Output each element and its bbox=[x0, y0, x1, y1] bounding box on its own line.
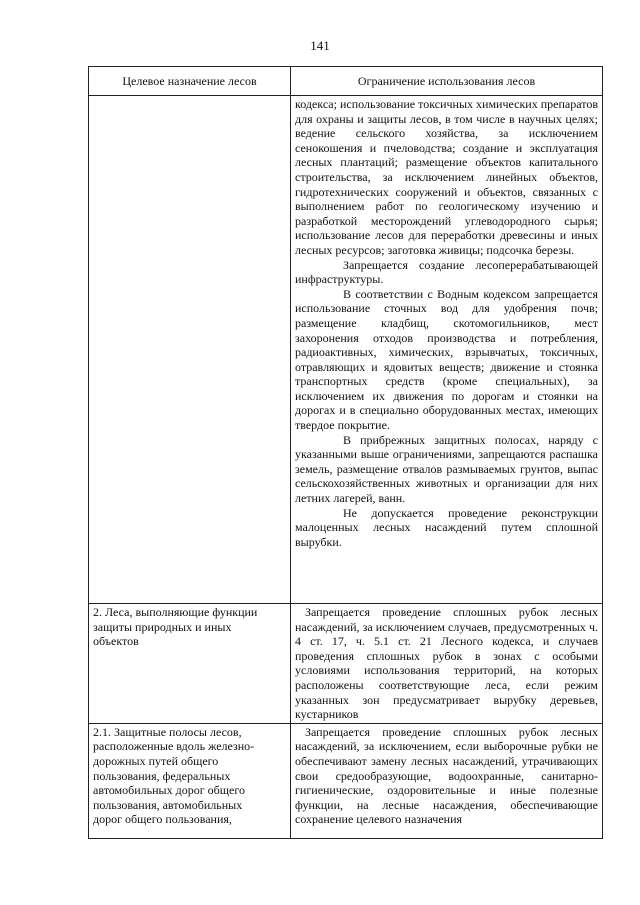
paragraph: Не допускается проведение реконструкции малоценных лесных насаждений путем сплошной вырубки. bbox=[295, 505, 598, 549]
header-forest-purpose: Целевое назначение лесов bbox=[89, 67, 291, 96]
row2-restriction-cell bbox=[291, 604, 603, 724]
header-usage-restriction: Ограничение использования лесов bbox=[291, 67, 603, 96]
table-row bbox=[89, 96, 603, 604]
purpose-line: пользования, федеральных bbox=[93, 768, 231, 783]
purpose-line: расположенные вдоль железно- bbox=[93, 739, 255, 754]
purpose-line: защиты природных и иных bbox=[93, 619, 232, 634]
purpose-line: 2.1. Защитные полосы лесов, bbox=[93, 724, 242, 739]
purpose-line: 2. Леса, выполняющие функции bbox=[93, 605, 258, 619]
purpose-line: пользования, автомобильных bbox=[93, 797, 243, 812]
row3-restriction-cell bbox=[291, 723, 603, 838]
purpose-line: автомобильных дорог общего bbox=[93, 783, 245, 798]
paragraph: В соответствии с Водным кодексом запрещается использование сточных вод для удобрения почв; размещение кладбищ, скотомогильников, мест захоронения отходов производства и потребления, радиоактивных, химических, взрывчатых, токсичных, отравляющих и ядовитых веществ; движение и стоянка транспортных средств (кроме специальных), за исключением их движения по дорогам и стоянки на дорогах и в специально оборудованных местах, имеющих твердое покрытие. bbox=[295, 286, 598, 433]
table-row bbox=[89, 723, 603, 838]
row2-purpose-cell bbox=[89, 604, 291, 724]
paragraph: В прибрежных защитных полосах, наряду с указанными выше ограничениями, запрещаются распашка земель, размещение отвалов размываемых грунтов, выпас сельскохозяйственных животных и организации для них летних лагерей, ванн. bbox=[295, 432, 598, 506]
page-number: 141 bbox=[310, 38, 330, 53]
forest-restrictions-table bbox=[88, 66, 603, 839]
purpose-line: дорог общего пользования, bbox=[93, 812, 232, 827]
paragraph: кодекса; использование токсичных химических препаратов для охраны и защиты лесов, в том числе в научных целях; ведение сельского хозяйства, за исключением сенокошения и пчеловодства; создание и эксплуатация лесных плантаций; размещение объектов капитального строительства, за исключением линейных объектов, гидротехнических сооружений и объектов, связанных с выполнением работ по геологическому изучению и разработкой месторождений углеводородного сырья; использование лесов для переработки древесины и иных лесных ресурсов; заготовка живицы; подсочка березы. bbox=[295, 97, 598, 257]
purpose-line: объектов bbox=[93, 634, 139, 649]
paragraph: Запрещается создание лесоперерабатывающей инфраструктуры. bbox=[295, 257, 598, 287]
row1-purpose-cell bbox=[89, 96, 291, 604]
purpose-line: дорожных путей общего bbox=[93, 753, 219, 768]
table-header-row bbox=[89, 67, 603, 96]
row1-restriction-cell bbox=[291, 96, 603, 604]
row3-purpose-cell bbox=[89, 723, 291, 838]
table-row bbox=[89, 604, 603, 724]
paragraph: Запрещается проведение сплошных рубок лесных насаждений, за исключением, если выборочные рубки не обеспечивают замену лесных насаждений, утрачивающих свои средообразующие, водоохранные, санитарно-гигиенические, оздоровительные и иные полезные функции, на лесные насаждения, обеспечивающие сохранение целевого назначения bbox=[295, 724, 598, 827]
paragraph: Запрещается проведение сплошных рубок лесных насаждений, за исключением случаев, предусмотренных ч. 4 ст. 17, ч. 5.1 ст. 21 Лесного кодекса, и случаев проведения сплошных рубок в зонах с особыми условиями использования территорий, на которых расположены соответствующие леса, если режим указанных зон предусматривает вырубку деревьев, кустарников bbox=[295, 605, 598, 722]
